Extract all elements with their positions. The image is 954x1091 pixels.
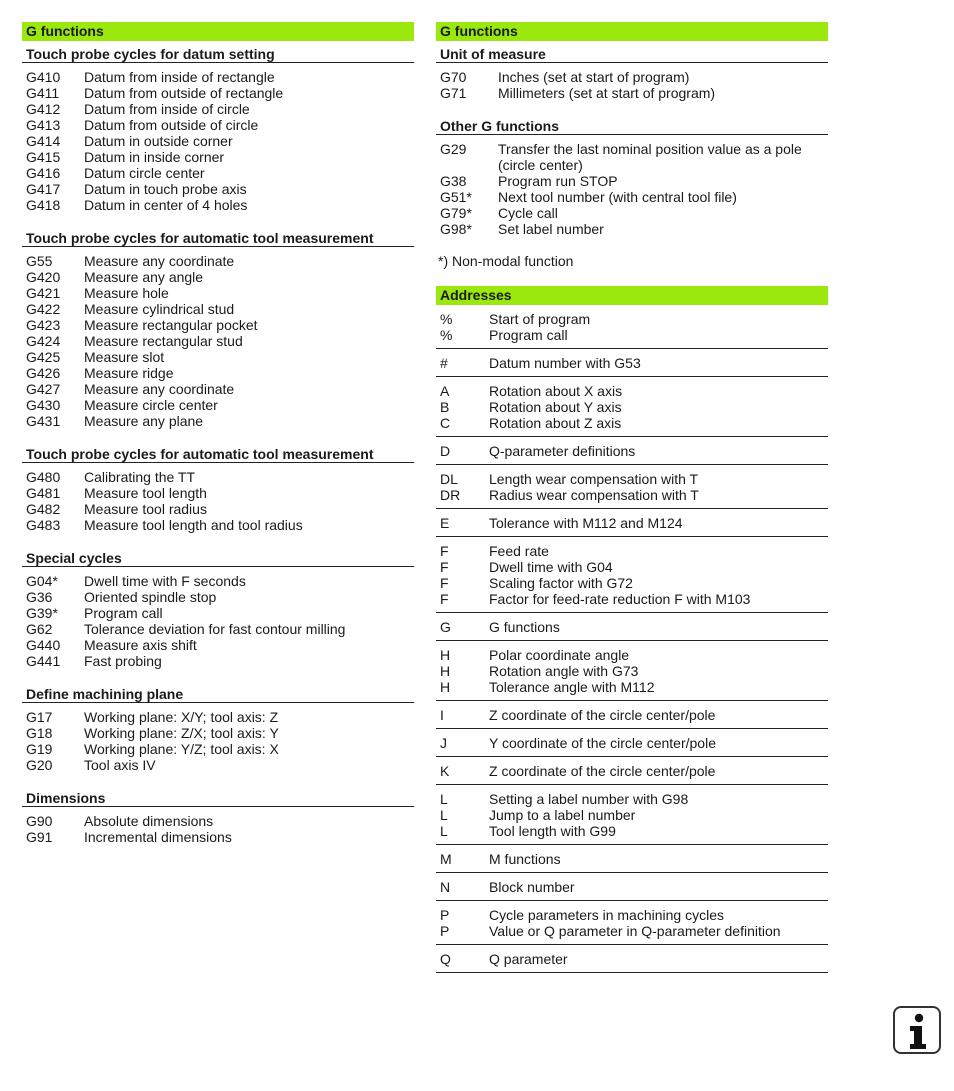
address-description: Value or Q parameter in Q-parameter definition [489,923,781,939]
address-group [436,901,828,945]
address-letter: C [440,415,451,431]
addresses-table [436,305,828,973]
address-group [436,785,828,845]
function-description: Measure cylindrical stud [84,301,235,317]
function-description: Measure tool length [84,485,207,501]
list-item [436,141,828,157]
g-functions-band-left: G functions [22,22,414,41]
function-description: Fast probing [84,653,162,669]
function-description: Incremental dimensions [84,829,232,845]
list-item [22,381,414,397]
address-description: Tolerance with M112 and M124 [489,515,683,531]
address-description: Z coordinate of the circle center/pole [489,707,716,723]
address-description: Q-parameter definitions [489,443,636,459]
function-description: Transfer the last nominal position value as a pole [498,141,802,157]
table-row [436,707,828,723]
table-row [436,923,828,939]
function-description: Working plane: Y/Z; tool axis: X [84,741,279,757]
list-item [22,301,414,317]
function-code: G481 [26,485,61,501]
function-code: G441 [26,653,61,669]
function-description: Datum in center of 4 holes [84,197,248,213]
address-group [436,701,828,729]
address-letter: L [440,823,448,839]
g-functions-band-right: G functions [436,22,828,41]
function-code: G417 [26,181,61,197]
list-item [22,725,414,741]
function-description: Measure axis shift [84,637,197,653]
table-row [436,443,828,459]
list-item [22,621,414,637]
function-code: G415 [26,149,61,165]
address-group [436,945,828,973]
function-code: G412 [26,101,61,117]
list-item [22,101,414,117]
table-row [436,807,828,823]
list-item [22,413,414,429]
section-title: Define machining plane [22,681,414,703]
address-letter: L [440,807,448,823]
list-item [436,173,828,189]
table-row [436,907,828,923]
function-description: Datum from outside of rectangle [84,85,284,101]
left-column [22,22,414,857]
list-item [22,589,414,605]
table-row [436,663,828,679]
address-description: Program call [489,327,568,343]
function-code: G79* [440,205,472,221]
addresses-band: Addresses [436,286,828,305]
address-letter: J [440,735,447,751]
section-rows [22,463,414,545]
function-description: Program run STOP [498,173,618,189]
list-item [22,117,414,133]
table-row [436,559,828,575]
function-code: G483 [26,517,61,533]
list-item [436,85,828,101]
section-title: Touch probe cycles for automatic tool measurement [22,225,414,247]
function-description: Measure rectangular pocket [84,317,258,333]
function-code: G20 [26,757,53,773]
table-row [436,399,828,415]
table-row [436,575,828,591]
table-row [436,951,828,967]
address-description: Rotation about Y axis [489,399,622,415]
address-group [436,757,828,785]
list-item [436,69,828,85]
address-description: Y coordinate of the circle center/pole [489,735,716,751]
address-description: Rotation about X axis [489,383,623,399]
left-sections [22,41,414,857]
function-description: Tolerance deviation for fast contour milling [84,621,346,637]
address-group [436,873,828,901]
table-row [436,471,828,487]
function-code: G19 [26,741,53,757]
address-description: Tolerance angle with M112 [489,679,655,695]
function-code: G440 [26,637,61,653]
function-code: G62 [26,621,53,637]
list-item [22,133,414,149]
section-rows [22,807,414,857]
table-row [436,355,828,371]
function-code: G38 [440,173,467,189]
address-letter: F [440,575,449,591]
list-item [22,709,414,725]
address-description: Jump to a label number [489,807,636,823]
section-rows [436,63,828,113]
function-description: Measure hole [84,285,169,301]
function-description: Datum from outside of circle [84,117,259,133]
list-item [22,829,414,845]
list-item [436,157,828,173]
list-item [22,517,414,533]
function-description: Datum circle center [84,165,205,181]
function-description: Working plane: X/Y; tool axis: Z [84,709,279,725]
address-group [436,437,828,465]
table-row [436,879,828,895]
table-row [436,311,828,327]
address-letter: P [440,923,450,939]
function-code: G423 [26,317,61,333]
address-letter: Q [440,951,451,967]
list-item [22,813,414,829]
address-letter: F [440,559,449,575]
function-description: Datum in inside corner [84,149,225,165]
function-description: Measure any angle [84,269,204,285]
function-description: Measure slot [84,349,165,365]
address-description: Tool length with G99 [489,823,616,839]
function-description: Measure tool length and tool radius [84,517,303,533]
address-description: M functions [489,851,561,867]
table-row [436,327,828,343]
function-description: Measure rectangular stud [84,333,243,349]
function-description: Measure tool radius [84,501,207,517]
table-row [436,647,828,663]
address-group [436,729,828,757]
function-code: G424 [26,333,61,349]
function-description: Working plane: Z/X; tool axis: Y [84,725,279,741]
function-code: G18 [26,725,53,741]
address-letter: H [440,679,451,695]
table-row [436,851,828,867]
list-item [436,189,828,205]
address-letter: DL [440,471,458,487]
address-description: Cycle parameters in machining cycles [489,907,724,923]
list-item [22,253,414,269]
section-title: Touch probe cycles for datum setting [22,41,414,63]
function-description: Datum from inside of circle [84,101,250,117]
function-description: Datum in outside corner [84,133,233,149]
address-description: Datum number with G53 [489,355,641,371]
address-letter: % [440,311,453,327]
list-item [22,501,414,517]
table-row [436,543,828,559]
address-description: Scaling factor with G72 [489,575,633,591]
function-description: Next tool number (with central tool file) [498,189,737,205]
address-letter: E [440,515,450,531]
list-item [22,197,414,213]
list-item [22,181,414,197]
right-sections [436,41,828,249]
address-group [436,613,828,641]
section-title: Touch probe cycles for automatic tool measurement [22,441,414,463]
function-description: Cycle call [498,205,558,221]
table-row [436,383,828,399]
address-description: Dwell time with G04 [489,559,613,575]
list-item [22,637,414,653]
function-description: Measure circle center [84,397,218,413]
info-icon [893,1006,941,1054]
function-description: Absolute dimensions [84,813,214,829]
function-description: Datum in touch probe axis [84,181,247,197]
function-code: G421 [26,285,61,301]
address-letter: M [440,851,452,867]
function-description: Millimeters (set at start of program) [498,85,716,101]
list-item [22,317,414,333]
table-row [436,791,828,807]
function-code: G411 [26,85,60,101]
section-rows [22,567,414,681]
function-code: G416 [26,165,61,181]
address-letter: F [440,543,449,559]
address-description: Rotation angle with G73 [489,663,639,679]
address-letter: L [440,791,448,807]
address-description: Feed rate [489,543,549,559]
function-code: G71 [440,85,467,101]
list-item [22,269,414,285]
function-description: Measure any coordinate [84,253,235,269]
function-code: G39* [26,605,58,621]
table-row [436,763,828,779]
list-item [22,85,414,101]
section-title: Special cycles [22,545,414,567]
function-code: G426 [26,365,61,381]
address-group [436,845,828,873]
address-letter: D [440,443,451,459]
function-code: G422 [26,301,61,317]
function-code: G90 [26,813,53,829]
list-item [22,285,414,301]
table-row [436,515,828,531]
list-item [22,149,414,165]
address-letter: H [440,663,451,679]
function-code: G17 [26,709,53,725]
function-code: G427 [26,381,61,397]
address-description: Setting a label number with G98 [489,791,689,807]
address-group [436,377,828,437]
address-letter: B [440,399,450,415]
address-letter: P [440,907,450,923]
address-letter: K [440,763,450,779]
list-item [22,365,414,381]
function-code: G413 [26,117,61,133]
function-description: Measure ridge [84,365,174,381]
section-rows [22,63,414,225]
address-description: Length wear compensation with T [489,471,699,487]
section-rows [22,247,414,441]
function-description: Calibrating the TT [84,469,196,485]
address-letter: I [440,707,444,723]
function-code: G55 [26,253,53,269]
list-item [22,469,414,485]
function-code: G98* [440,221,472,237]
address-letter: A [440,383,450,399]
list-item [22,757,414,773]
list-item [436,205,828,221]
address-group [436,537,828,613]
address-description: Factor for feed-rate reduction F with M103 [489,591,751,607]
list-item [22,485,414,501]
address-letter: # [440,355,448,371]
table-row [436,735,828,751]
function-description: Measure any plane [84,413,204,429]
function-code: G29 [440,141,467,157]
table-row [436,619,828,635]
address-description: Radius wear compensation with T [489,487,699,503]
function-description: Tool axis IV [84,757,156,773]
address-letter: N [440,879,451,895]
function-code: G418 [26,197,61,213]
function-description: Measure any coordinate [84,381,235,397]
address-description: Block number [489,879,575,895]
list-item [22,653,414,669]
function-description: Oriented spindle stop [84,589,217,605]
function-description: Datum from inside of rectangle [84,69,275,85]
list-item [22,165,414,181]
function-description: Dwell time with F seconds [84,573,246,589]
address-description: Polar coordinate angle [489,647,630,663]
function-code: G414 [26,133,61,149]
function-code: G425 [26,349,61,365]
address-description: Start of program [489,311,591,327]
function-description: (circle center) [498,157,583,173]
section-rows [22,703,414,785]
address-group [436,465,828,509]
table-row [436,487,828,503]
function-code: G420 [26,269,61,285]
function-code: G04* [26,573,58,589]
function-code: G70 [440,69,467,85]
address-letter: H [440,647,451,663]
table-row [436,679,828,695]
list-item [22,397,414,413]
function-code: G480 [26,469,61,485]
table-row [436,823,828,839]
function-code: G431 [26,413,61,429]
list-item [22,333,414,349]
function-code: G430 [26,397,61,413]
section-title: Dimensions [22,785,414,807]
right-column [436,22,828,973]
table-row [436,415,828,431]
table-row [436,591,828,607]
list-item [22,741,414,757]
section-title: Other G functions [436,113,828,135]
function-description: Program call [84,605,163,621]
list-item [22,349,414,365]
list-item [22,573,414,589]
address-group [436,305,828,349]
address-letter: % [440,327,453,343]
address-group [436,641,828,701]
function-code [440,157,498,173]
address-letter: DR [440,487,461,503]
non-modal-note: *) Non-modal function [438,253,574,269]
section-rows [436,135,828,249]
address-group [436,509,828,537]
function-code: G482 [26,501,61,517]
address-description: Q parameter [489,951,568,967]
address-letter: G [440,619,451,635]
function-code: G91 [26,829,53,845]
list-item [22,69,414,85]
list-item [436,221,828,237]
list-item [22,605,414,621]
address-group [436,349,828,377]
address-description: Rotation about Z axis [489,415,622,431]
function-description: Inches (set at start of program) [498,69,690,85]
address-letter: F [440,591,449,607]
section-title: Unit of measure [436,41,828,63]
function-code: G36 [26,589,53,605]
address-description: G functions [489,619,560,635]
function-description: Set label number [498,221,604,237]
function-code: G410 [26,69,61,85]
function-code: G51* [440,189,472,205]
address-description: Z coordinate of the circle center/pole [489,763,716,779]
